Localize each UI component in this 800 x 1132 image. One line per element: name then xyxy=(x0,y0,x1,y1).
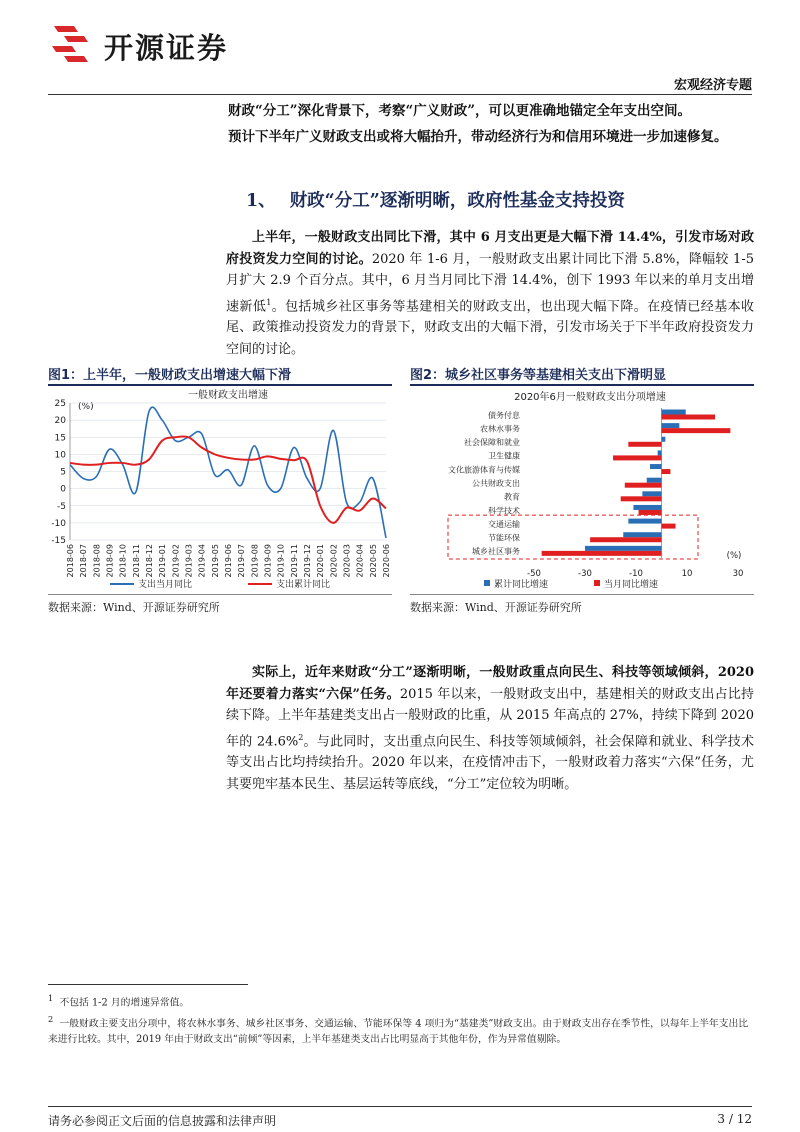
summary-line: 财政“分工”深化背景下，考察“广义财政”，可以更准确地锚定全年支出空间。 xyxy=(228,103,692,119)
bar-cumulative xyxy=(650,464,661,469)
bar-monthly xyxy=(662,469,671,474)
brand-name: 开源证券 xyxy=(104,31,229,65)
page-number: 3 / 12 xyxy=(717,1112,752,1126)
y-tick-label: 15 xyxy=(54,433,66,444)
x-tick-label: 2018-12 xyxy=(145,544,154,578)
footnote-num: 2 xyxy=(48,1014,54,1025)
x-tick-label: 2018-07 xyxy=(79,544,89,578)
bar-monthly xyxy=(625,483,662,488)
fig2-caption-rule xyxy=(410,384,754,386)
footnote-1 xyxy=(48,991,752,1010)
footnote-text: 一般财政主要支出分项中，将农林水事务、城乡社区事务、交通运输、节能环保等 4 项归为“基建类”财政支出。由于财政支出存在季节性，以每年上半年支出比来进行比较。其中，2019 年由于财政支出“前倾”等因素，上半年基建类支出占比明显高于其他年份，作为异常值剔除。 xyxy=(48,1018,749,1045)
x-tick-label: 2020-01 xyxy=(316,544,326,578)
bar-monthly xyxy=(639,510,662,515)
paragraph-1 xyxy=(226,227,754,360)
x-tick-label: 10 xyxy=(681,569,693,579)
summary-block xyxy=(228,98,756,150)
section-title xyxy=(246,187,625,212)
summary-line: 预计下半年广义财政支出或将大幅抬升，带动经济行为和信用环境进一步加速修复。 xyxy=(228,129,728,145)
fig1-caption: 图1：上半年，一般财政支出增速大幅下滑 xyxy=(48,368,292,383)
x-tick-label: 2019-01 xyxy=(158,544,168,578)
x-tick-label: 2020-02 xyxy=(329,544,339,578)
para2-end: 。与此同时，支出重点向民生、科技等领域倾斜，社会保障和就业、科学技术等支出占比均持续抬升。2020 年以来，在疫情冲击下，一般财政着力落实“六保”任务，尤其要兜牢基本民生、基层运转等底线，“分工”定位较为明晰。 xyxy=(226,733,754,792)
bar-monthly xyxy=(621,496,662,501)
bar-cumulative xyxy=(662,410,686,415)
y-tick-label: 0 xyxy=(60,484,66,495)
bar-monthly xyxy=(542,551,662,556)
section-number: 1、 xyxy=(246,191,276,211)
x-tick-label: 2020-03 xyxy=(342,544,352,578)
fig1-line-chart xyxy=(48,388,394,594)
legend-label: 当月同比增速 xyxy=(604,580,659,590)
footnote-rule xyxy=(48,984,248,985)
chart-title: 一般财政支出增速 xyxy=(188,390,268,401)
bar-monthly xyxy=(662,524,676,529)
footnote-text: 不包括 1-2 月的增速异常值。 xyxy=(59,997,190,1009)
fig2-caption: 图2：城乡社区事务等基建相关支出下滑明显 xyxy=(410,368,667,383)
paragraph-2 xyxy=(226,662,754,795)
footnote-num: 1 xyxy=(48,993,54,1003)
bar-cumulative xyxy=(658,450,662,455)
x-tick-label: 2019-12 xyxy=(303,544,312,578)
x-tick-label: 2019-04 xyxy=(197,544,207,578)
x-tick-label: 2019-08 xyxy=(250,544,260,578)
bar-cumulative xyxy=(642,491,661,496)
para1-end: 。包括城乡社区事务等基建相关的财政支出，也出现大幅下降。在疫情已经基本收尾、政策推动投资发力的背景下，财政支出的大幅下滑，引发市场关于下半年政府投资发力空间的讨论。 xyxy=(226,298,754,357)
fig2-bottom-rule xyxy=(410,594,754,595)
disclaimer: 请务必参阅正文后面的信息披露和法律声明 xyxy=(48,1114,277,1128)
bar-cumulative xyxy=(623,532,661,537)
footnotes xyxy=(48,991,752,1049)
y-tick-label: 5 xyxy=(60,467,66,478)
x-tick-label: 2018-08 xyxy=(92,544,102,578)
x-tick-label: 2019-07 xyxy=(237,544,247,578)
x-tick-label: -10 xyxy=(629,569,643,579)
chart-title: 2020年6月一般财政支出分项增速 xyxy=(514,392,666,403)
y-tick-label: 10 xyxy=(54,450,66,461)
category-label: 节能环保 xyxy=(488,533,520,543)
footnote-ref[interactable]: 1 xyxy=(266,297,272,307)
x-tick-label: 2019-09 xyxy=(263,544,273,578)
para1-lead: 上半年，一般财政支出同比下滑，其中 6 月支出更是大幅下滑 14.4%，引发市场对政府投资发力空间的讨论。 xyxy=(226,230,754,267)
category-label: 卫生健康 xyxy=(488,451,520,461)
y-unit-label: (%) xyxy=(78,402,94,412)
fig1-bottom-rule xyxy=(48,594,392,595)
footnote-2 xyxy=(48,1012,752,1046)
y-tick-label: -10 xyxy=(51,518,66,529)
bar-monthly xyxy=(662,415,716,420)
category-label: 公共财政支出 xyxy=(472,479,520,488)
x-tick-label: 2019-10 xyxy=(276,544,286,578)
bar-monthly xyxy=(662,428,731,433)
category-label: 债务付息 xyxy=(488,410,520,420)
bar-cumulative xyxy=(628,519,661,524)
category-label: 教育 xyxy=(504,492,520,502)
legend-label: 累计同比增速 xyxy=(494,580,549,590)
x-tick-label: 2018-09 xyxy=(105,544,115,578)
category-label: 社会保障和就业 xyxy=(464,438,520,448)
x-tick-label: 2018-11 xyxy=(131,544,141,578)
fig2-source: 数据来源：Wind、开源证券研究所 xyxy=(410,601,582,614)
bar-monthly xyxy=(628,442,661,447)
x-tick-label: 2019-03 xyxy=(184,544,194,578)
x-tick-label: 2018-10 xyxy=(118,544,128,578)
bar-cumulative xyxy=(647,478,662,483)
category-label: 交通运输 xyxy=(488,519,520,529)
legend-swatch xyxy=(594,580,600,586)
x-tick-label: -30 xyxy=(578,569,592,579)
x-tick-label: 2019-06 xyxy=(224,544,233,578)
footer-rule xyxy=(48,1106,752,1107)
fig1-caption-rule xyxy=(48,384,392,386)
para2-body: 2015 年以来，一般财政支出中，基建相关的财政支出占比持续下降。上半年基建类支出占一般财政的比重，从 2015 年高点的 27%，持续下降到 2020 年的 24.6% xyxy=(226,686,754,749)
y-tick-label: 25 xyxy=(54,399,66,409)
bar-cumulative xyxy=(585,546,662,551)
bar-cumulative xyxy=(662,437,666,442)
bar-cumulative xyxy=(633,505,661,510)
report-series: 宏观经济专题 xyxy=(673,78,752,93)
category-label: 城乡社区事务 xyxy=(472,547,520,557)
x-tick-label: 2019-05 xyxy=(210,544,220,578)
x-tick-label: 30 xyxy=(732,569,744,579)
fig1-source: 数据来源：Wind、开源证券研究所 xyxy=(48,601,220,614)
header-rule xyxy=(48,94,752,95)
para1-body: 2020 年 1-6 月，一般财政支出累计同比下滑 5.8%，降幅较 1-5 月扩大 2.9 个百分点。其中，6 月当月同比下滑 14.4%，创下 1993 年以来的单月支出增速新低 xyxy=(226,251,754,314)
legend-label: 支出累计同比 xyxy=(276,580,331,590)
x-tick-label: 2020-04 xyxy=(355,544,365,578)
y-tick-label: 20 xyxy=(54,416,66,427)
x-tick-label: 2018-06 xyxy=(66,544,75,578)
fig2-bar-chart xyxy=(410,388,756,594)
logo-mark xyxy=(50,24,96,64)
x-tick-label: 2019-02 xyxy=(171,544,181,578)
footnote-ref[interactable]: 2 xyxy=(298,732,304,742)
x-tick-label: -50 xyxy=(527,569,541,579)
category-label: 科学技术 xyxy=(488,506,520,516)
bar-monthly xyxy=(613,455,661,460)
x-tick-label: 2020-06 xyxy=(382,544,391,578)
category-label: 文化旅游体育与传媒 xyxy=(448,465,520,475)
x-tick-label: 2019-11 xyxy=(289,544,299,578)
legend-swatch xyxy=(484,580,490,586)
y-tick-label: -15 xyxy=(51,536,66,546)
bar-cumulative xyxy=(662,423,680,428)
bar-monthly xyxy=(590,537,661,542)
category-label: 农林水事务 xyxy=(480,424,520,434)
y-tick-label: -5 xyxy=(57,501,66,512)
section-title-text: 财政“分工”逐渐明晰，政府性基金支持投资 xyxy=(289,191,625,211)
legend-label: 支出当月同比 xyxy=(138,580,193,590)
x-unit-label: (%) xyxy=(726,551,742,561)
x-tick-label: 2020-05 xyxy=(368,544,378,578)
para2-lead: 实际上，近年来财政“分工”逐渐明晰，一般财政重点向民生、科技等领域倾斜，2020 年还要着力落实“六保”任务。 xyxy=(226,665,754,702)
